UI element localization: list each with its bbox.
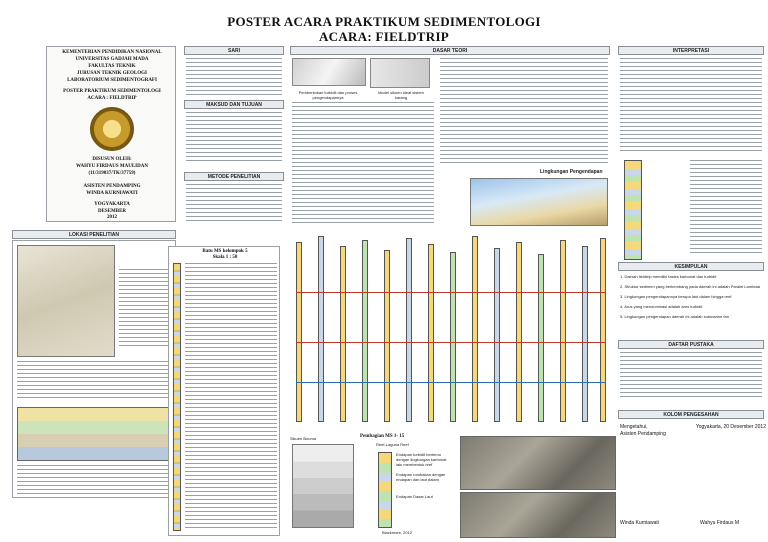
asisten-title: ASISTEN PENDAMPING bbox=[83, 184, 141, 189]
institution: KEMENTERIAN PENDIDIKAN NASIONAL bbox=[62, 50, 162, 55]
pengesahan-role: Asisten Pendamping bbox=[620, 431, 666, 437]
section-column bbox=[472, 236, 478, 422]
dasar-teori-right-text bbox=[440, 58, 608, 166]
kesimpulan-item: 4. Arus yang mendominasi adalah arus turbidit bbox=[620, 304, 703, 309]
lokasi-header: LOKASI PENELITIAN bbox=[12, 230, 176, 239]
environment-diagram bbox=[470, 178, 608, 226]
dasar-teori-header: DASAR TEORI bbox=[290, 46, 610, 55]
student-signature-name: Wahyu Firdaus M bbox=[700, 520, 739, 526]
author-name: WAHYU FIRDAUS MAULIDAN bbox=[76, 164, 148, 169]
bouma-diagram bbox=[292, 444, 354, 528]
interpretasi-notes bbox=[690, 160, 762, 256]
disusun-label: DISUSUN OLEH: bbox=[92, 157, 132, 162]
kesimpulan-header: KESIMPULAN bbox=[618, 262, 764, 271]
kesimpulan-item: 1. Daerah fieldtrip memiliki fasies karbonat dan turbidit bbox=[620, 274, 717, 279]
section-column bbox=[450, 252, 456, 422]
map-legend-text bbox=[119, 269, 171, 349]
faculty: FAKULTAS TEKNIK bbox=[88, 64, 136, 69]
correlation-line bbox=[296, 382, 606, 383]
interpretasi-header: INTERPRETASI bbox=[618, 46, 764, 55]
identity-panel bbox=[46, 46, 176, 222]
fig1-caption: Pembentukan turbidit dan proses pengendapannya bbox=[298, 90, 358, 100]
outcrop-photo bbox=[460, 492, 616, 538]
section-column bbox=[516, 242, 522, 422]
lokasi-panel bbox=[12, 240, 176, 498]
blackmore-ref: Blackmore, 2012 bbox=[382, 530, 413, 535]
university: UNIVERSITAS GADJAH MADA bbox=[75, 57, 149, 62]
correlation-line bbox=[296, 342, 606, 343]
maksud-header: MAKSUD DAN TUJUAN bbox=[184, 100, 284, 109]
city: YOGYAKARTA bbox=[94, 202, 130, 207]
reef-label: Reef-Laguna Reef bbox=[376, 442, 409, 447]
author-nim: (11/319037/TK/37759) bbox=[88, 171, 136, 176]
section-column bbox=[428, 244, 434, 422]
section-column bbox=[318, 236, 324, 422]
lokasi-footer-text bbox=[17, 465, 173, 495]
daftar-pustaka-text bbox=[620, 352, 762, 400]
kesimpulan-item: 3. Lingkungan pengendapannya berupa laut dalam hingga reef bbox=[620, 294, 732, 299]
pembagian-title: Pembagian MS 1- 15 bbox=[360, 434, 405, 439]
ugm-logo bbox=[90, 107, 134, 151]
kesimpulan-item: 2. Struktur sedimen yang berkembang pada daerah ini adalah Paralel Laminasi bbox=[620, 284, 761, 289]
geologic-columns bbox=[17, 407, 173, 461]
lokasi-text bbox=[17, 361, 173, 401]
ms-strat-column bbox=[173, 263, 181, 531]
metode-text bbox=[186, 184, 282, 224]
sari-header: SARI bbox=[184, 46, 284, 55]
section-column bbox=[340, 246, 346, 422]
metode-header: METODE PENELITIAN bbox=[184, 172, 284, 181]
department: JURUSAN TEKNIK GEOLOGI bbox=[77, 71, 147, 76]
outcrop-photo bbox=[460, 436, 616, 490]
bouma-label: Sikuen Bouma bbox=[290, 436, 317, 441]
ms-title: Batu MS kelompok 5 bbox=[202, 249, 248, 254]
acara-label: ACARA : FIELDTRIP bbox=[87, 96, 137, 101]
mengetahui-label: Mengetahui, bbox=[620, 424, 648, 430]
note-turbidit: Endapan turbidit bertemu dengan lingkungan karbonat lalu membentuk reef bbox=[396, 452, 447, 467]
lab: LABORATORIUM SEDIMENTOGRAFI bbox=[67, 78, 157, 83]
kesimpulan-item: 5. Lingkungan pengendapan daerah ini adalah submarine fan bbox=[620, 314, 729, 319]
section-column bbox=[600, 238, 606, 422]
dasar-teori-left-text bbox=[292, 102, 434, 226]
poster-subtitle: ACARA: FIELDTRIP bbox=[318, 29, 450, 44]
pengesahan-place: Yogyakarta, 20 Desember 2012 bbox=[695, 424, 766, 430]
carbonate-figure bbox=[370, 58, 430, 88]
ms-log-panel bbox=[168, 246, 280, 536]
pembagian-column bbox=[378, 452, 392, 528]
poster-title: POSTER ACARA PRAKTIKUM SEDIMENTOLOGI bbox=[227, 14, 541, 29]
section-column bbox=[538, 254, 544, 422]
section-column bbox=[406, 238, 412, 422]
section-column bbox=[296, 242, 302, 422]
year: 2012 bbox=[107, 215, 117, 220]
maksud-text bbox=[186, 112, 282, 162]
kolom-pengesahan-header: KOLOM PENGESAHAN bbox=[618, 410, 764, 419]
location-map bbox=[17, 245, 115, 357]
section-column bbox=[494, 248, 500, 422]
section-column bbox=[362, 240, 368, 422]
turbidite-figure bbox=[292, 58, 366, 86]
daftar-pustaka-header: DAFTAR PUSTAKA bbox=[618, 340, 764, 349]
asisten-name: WINDA KURNIAWATI bbox=[86, 191, 138, 196]
month: DESEMBER bbox=[97, 209, 127, 214]
sari-text bbox=[186, 58, 282, 96]
asisten-signature-name: Winda Kurniawati bbox=[620, 520, 659, 526]
interpretasi-text bbox=[620, 58, 762, 154]
ms-descriptions bbox=[185, 263, 277, 531]
env-title: Lingkungan Pengendapan bbox=[540, 169, 603, 175]
correlation-line bbox=[296, 292, 606, 293]
section-column bbox=[582, 246, 588, 422]
correlation-panel bbox=[288, 232, 614, 428]
poster-label: POSTER PRAKTIKUM SEDIMENTOLOGI bbox=[63, 89, 161, 94]
kesimpulan-list bbox=[620, 274, 762, 334]
ms-scale: Skala 1 : 50 bbox=[212, 255, 238, 260]
fig2-caption: Model sikuen ideal sistem karang bbox=[378, 90, 424, 100]
note-dasar-laut: Endapan Dasar Laut bbox=[396, 494, 433, 499]
interpretasi-column bbox=[624, 160, 642, 260]
section-column bbox=[384, 250, 390, 422]
note-rombakan: Endapan rombakan dengan endapan dari laut dalam bbox=[396, 472, 446, 482]
section-column bbox=[560, 240, 566, 422]
